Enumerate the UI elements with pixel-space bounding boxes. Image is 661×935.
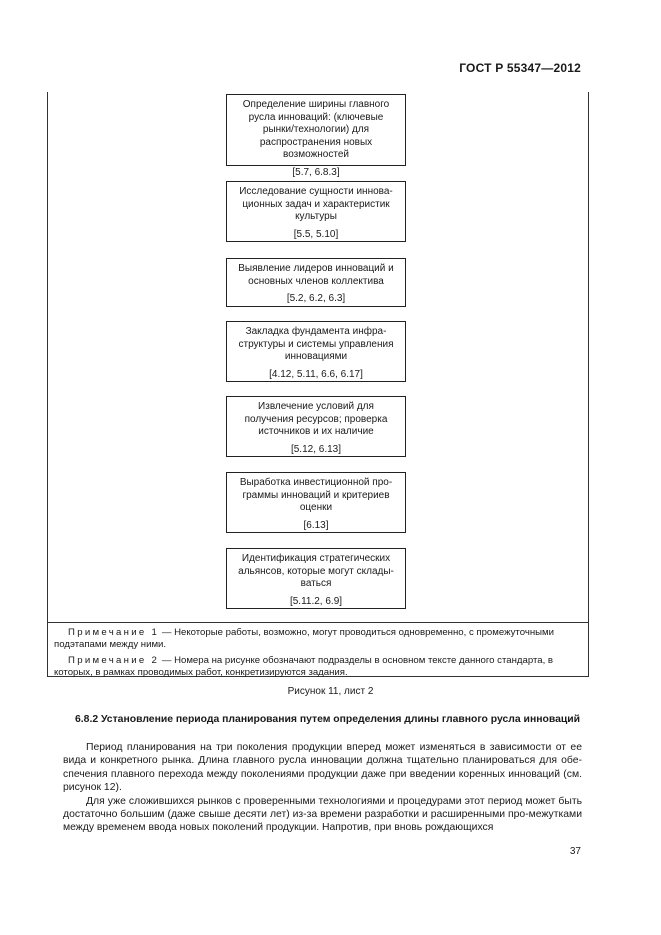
diagram-box-ref: [5.2, 6.2, 6.3]	[286, 293, 346, 304]
figure-frame	[47, 92, 589, 677]
note-text: — Некоторые работы, возможно, могут проводиться одновременно, с промежуточными подэтапами между ними.	[54, 627, 554, 650]
note-label: Примечание 2	[68, 655, 160, 666]
diagram-box-text: Извлечение условий для получения ресурсов; проверка источников и их наличие	[244, 401, 388, 437]
diagram-box-2	[226, 181, 406, 242]
diagram-box-text: Определение ширины главного русла инноваций: (ключевые рынки/технологии) для распространения новых возможностей	[242, 99, 390, 160]
diagram-box-text: Выработка инвестиционной про-граммы инноваций и критериев оценки	[239, 477, 393, 513]
diagram-box-4	[226, 321, 406, 382]
diagram-box-ref: [4.12, 5.11, 6.6, 6.17]	[269, 368, 363, 380]
diagram-box-text: Исследование сущности иннова-ционных задач и характеристик культуры	[239, 186, 393, 222]
diagram-box-text: Выявление лидеров инноваций и основных членов коллектива	[238, 263, 394, 287]
section-body	[63, 741, 582, 835]
figure-notes	[48, 627, 588, 683]
note-2	[54, 655, 583, 679]
diagram-box-1	[226, 94, 406, 178]
diagram-box-6	[226, 472, 406, 533]
paragraph: Для уже сложившихся рынков с проверенными технологиями и процедурами этот период может быть достаточно большим (даже свыше десяти лет) из-за времени разработки и расширенными про-межутками между временем ввода новых поколений продукции. Напротив, при вновь рождающихся	[63, 795, 582, 834]
section-title: 6.8.2 Установление периода планирования путем определения длины главного русла инноваций	[75, 714, 581, 725]
diagram-box-5	[226, 396, 406, 457]
diagram-box-ref: [6.13]	[303, 519, 329, 531]
diagram-box-ref: [5.7, 6.8.3]	[292, 166, 340, 178]
figure-caption: Рисунок 11, лист 2	[287, 686, 374, 697]
note-1	[54, 627, 583, 651]
diagram-box-text: Идентификация стратегических альянсов, которые могут склады-ваться	[238, 553, 394, 589]
diagram-box-7	[226, 548, 406, 609]
diagram-box-text: Закладка фундамента инфра-структуры и системы управления инновациями	[238, 326, 394, 362]
note-label: Примечание 1	[68, 627, 160, 638]
note-text: — Номера на рисунке обозначают подразделы в основном тексте данного стандарта, в которых, в рамках проводимых работ, конкретизируются задания.	[54, 655, 554, 678]
diagram-box-ref: [5.5, 5.10]	[293, 228, 339, 240]
diagram-box-ref: [5.11.2, 6.9]	[289, 595, 343, 607]
page-number: 37	[569, 846, 581, 857]
standard-header: ГОСТ Р 55347—2012	[459, 61, 581, 75]
diagram-area	[48, 92, 588, 623]
paragraph: Период планирования на три поколения продукции вперед может изменяться в зависимости от ее вида и конкретного рынка. Длина главного русла инновации должна тщательно планироваться для обе-спечения плавного перехода между поколениями продукции даже при введении коренных инноваций (см. рисунок 12).	[63, 742, 582, 794]
diagram-box-3	[226, 258, 406, 307]
diagram-box-ref: [5.12, 6.13]	[290, 443, 342, 455]
